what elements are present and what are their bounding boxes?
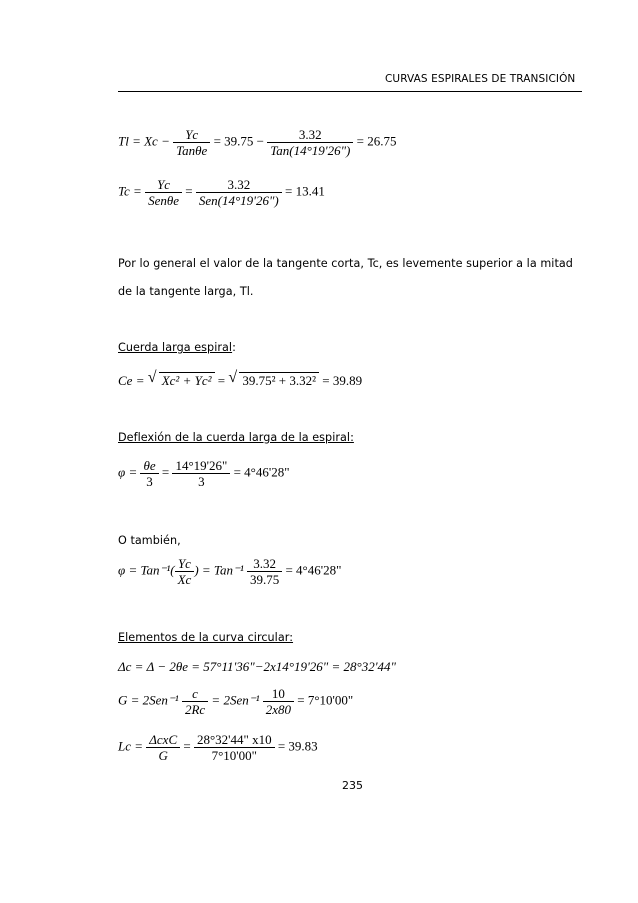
- eq-tl-den: Tanθe: [173, 142, 210, 158]
- eq-ce-lhs: Ce =: [118, 373, 145, 388]
- eq-phi1-den2: 3: [172, 473, 230, 489]
- eq-phi2-frac2: [247, 556, 282, 587]
- eq-phi2-lhs: φ = Tan⁻¹(: [118, 562, 175, 578]
- eq-phi2-den2: 39.75: [247, 571, 282, 587]
- equation-ce: [118, 369, 363, 389]
- eq-g-lhs: G = 2Sen⁻¹: [118, 692, 179, 708]
- eq-lc-result: = 39.83: [277, 738, 318, 754]
- eq-phi1-frac1: [140, 458, 158, 489]
- section-heading-elementos: Elementos de la curva circular:: [118, 631, 294, 644]
- section-heading-cuerda: [118, 341, 236, 354]
- eq-tc-frac1: [145, 177, 182, 208]
- eq-phi2-den: Xc: [175, 571, 195, 587]
- eq-ce-eq: =: [217, 373, 226, 388]
- eq-lc-den: G: [146, 747, 180, 763]
- eq-phi2-mid: ) = Tan⁻¹: [194, 562, 244, 578]
- eq-tl-den2: Tan(14°19'26"): [267, 142, 353, 158]
- equation-g: [118, 686, 353, 717]
- eq-lc-frac1: [146, 732, 180, 763]
- eq-phi1-num2: 14°19'26": [175, 458, 228, 473]
- eq-g-result: = 7°10'00": [297, 692, 354, 708]
- eq-ce-result: = 39.89: [322, 373, 363, 388]
- section-heading-deflexion: Deflexión de la cuerda larga de la espiral:: [118, 431, 354, 444]
- equation-tl: [118, 127, 396, 158]
- eq-phi1-frac2: [172, 458, 230, 489]
- eq-tc-den2: Sen(14°19'26"): [196, 192, 282, 208]
- eq-g-mid: = 2Sen⁻¹: [211, 692, 260, 708]
- eq-tc-eq: =: [185, 183, 193, 199]
- eq-phi1-result: = 4°46'28": [233, 464, 290, 480]
- paragraph-line-1: Por lo general el valor de la tangente corta, Tc, es levemente superior a la mitad: [118, 257, 573, 270]
- eq-phi2-frac1: [175, 556, 195, 587]
- eq-phi1-den: 3: [140, 473, 158, 489]
- paragraph-line-2: de la tangente larga, Tl.: [118, 285, 254, 298]
- eq-tl-result: = 26.75: [356, 133, 397, 149]
- heading-cuerda-text: Cuerda larga espiral: [118, 341, 233, 354]
- eq-tc-frac2: [196, 177, 282, 208]
- eq-g-num2: 10: [271, 686, 285, 701]
- eq-tl-num2: 3.32: [298, 127, 322, 142]
- eq-g-frac1: [182, 686, 208, 717]
- eq-phi1-num: θe: [143, 458, 156, 473]
- eq-tc-num2: 3.32: [227, 177, 251, 192]
- eq-phi2-result: = 4°46'28": [285, 562, 342, 578]
- eq-lc-den2: 7°10'00": [194, 747, 275, 763]
- eq-tc-den: Senθe: [145, 192, 182, 208]
- paragraph-o-tambien: O también,: [118, 534, 181, 547]
- eq-lc-num: ΔcxC: [149, 732, 178, 747]
- eq-ce-rad2: 39.75² + 3.32²: [239, 372, 319, 389]
- header-rule: [118, 91, 582, 92]
- eq-lc-lhs: Lc =: [118, 738, 144, 754]
- eq-ce-rad1: Xc² + Yc²: [159, 372, 215, 389]
- eq-g-frac2: [263, 686, 294, 717]
- eq-g-num: c: [192, 686, 198, 701]
- eq-tc-result: = 13.41: [285, 183, 325, 199]
- eq-lc-eq: =: [183, 738, 191, 754]
- eq-g-den: 2Rc: [182, 701, 208, 717]
- eq-lc-num2: 28°32'44" x10: [196, 732, 272, 747]
- sqrt-1: [147, 369, 215, 389]
- sqrt-2: [228, 369, 319, 389]
- eq-deltac-text: Δc = Δ − 2θe = 57°11'36"−2x14°19'26" = 28°32'44": [118, 659, 396, 674]
- heading-cuerda-colon: :: [232, 341, 236, 354]
- equation-phi-1: [118, 458, 290, 489]
- page-number: 235: [342, 779, 363, 792]
- sqrt-symbol-2: √: [228, 369, 238, 386]
- eq-phi2-num2: 3.32: [253, 556, 276, 571]
- eq-tl-num: Yc: [185, 127, 199, 142]
- equation-tc: [118, 177, 325, 208]
- equation-lc: [118, 732, 318, 763]
- equation-delta-c: [118, 659, 396, 675]
- eq-tl-frac2: [267, 127, 353, 158]
- running-header: CURVAS ESPIRALES DE TRANSICIÓN: [385, 73, 576, 85]
- eq-tc-lhs: Tc =: [118, 183, 142, 199]
- equation-phi-2: [118, 556, 341, 587]
- eq-tc-num: Yc: [157, 177, 171, 192]
- eq-lc-frac2: [194, 732, 275, 763]
- eq-tl-frac1: [173, 127, 210, 158]
- eq-tl-mid: = 39.75 −: [213, 133, 264, 149]
- sqrt-symbol-1: √: [147, 369, 157, 386]
- eq-phi1-lhs: φ =: [118, 464, 138, 480]
- eq-g-den2: 2x80: [263, 701, 294, 717]
- eq-phi1-eq: =: [161, 464, 170, 480]
- eq-tl-lhs: Tl = Xc −: [118, 133, 170, 149]
- eq-phi2-num: Yc: [177, 556, 191, 571]
